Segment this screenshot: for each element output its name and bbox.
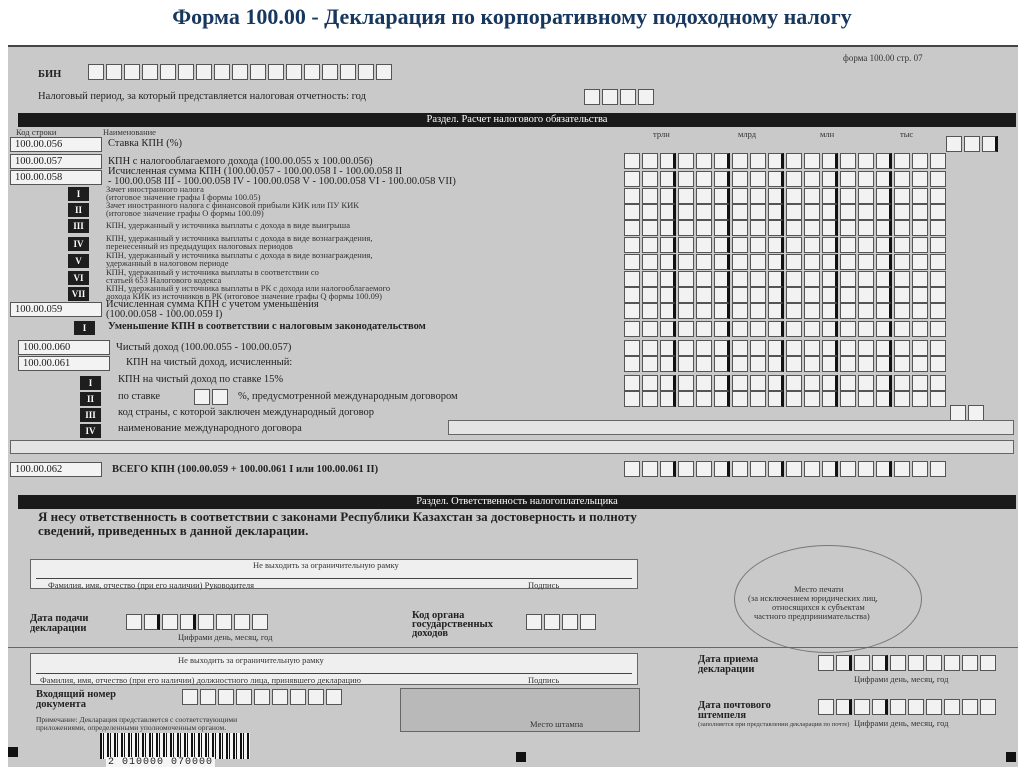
roman-058-iv: IV [68,237,89,251]
amount-cells-058-iv[interactable] [624,237,948,253]
postal-date-label-2: штемпеля [698,710,747,721]
tax-period-label: Налоговый период, за который представляется налоговая отчетность: год [38,91,366,102]
amount-cells-062[interactable] [624,461,948,477]
roman-058-vii: VII [68,287,89,301]
row-059-i-label: Уменьшение КПН в соответствии с налоговым законодательством [108,321,426,332]
treaty-rate-cells[interactable] [194,389,230,405]
receipt-date-label-1: Дата приема [698,654,759,665]
postal-date-cells[interactable] [818,699,998,715]
stamp-place-label: Место штампа [530,719,584,729]
amount-cells-058-vi[interactable] [624,271,948,287]
amount-cells-060[interactable] [624,340,948,356]
amount-cells-058-i[interactable] [624,188,948,204]
row-label-059-line2: (100.00.058 - 100.00.059 I) [106,309,223,320]
row-061-ii-label-pre: по ставке [118,391,160,402]
row-label-062: ВСЕГО КПН (100.00.059 + 100.00.061 I или 100.00.061 II) [112,464,379,475]
official-name-caption: Фамилия, имя, отчество (при его наличии) должностного лица, принявшего декларацию [40,675,362,685]
barcode-image [100,733,250,759]
roman-059-i: I [74,321,95,335]
official-signature-caption: Подпись [528,675,560,685]
form-sheet [8,45,1018,767]
amount-cells-061-i[interactable] [624,375,948,391]
amount-cells-057[interactable] [624,153,948,169]
stamp-text-3: относящихся к субъектам [772,602,865,612]
head-name-hint: Не выходить за ограничительную рамку [253,560,399,570]
row-058-i-line2: (итоговое значение графы I формы 100.05) [106,192,261,202]
stamp-text-1: Место печати [794,584,844,594]
receipt-date-caption: Цифрами день, месяц, год [854,674,949,684]
tax-rate-cells[interactable] [946,136,1000,152]
treaty-name-field-continuation[interactable] [10,440,1014,454]
bin-cells[interactable] [88,64,394,80]
head-signature-caption: Подпись [528,580,560,590]
roman-061-ii: II [80,392,101,406]
row-058-vi-line2: статьей 653 Налогового кодекса [106,275,222,285]
row-058-ii-line2: (итоговое значение графы O формы 100.09) [106,208,264,218]
row-058-ii-line1: Зачет иностранного налога с финансовой прибыли КИК или ПУ КИК [106,200,359,210]
stamp-place-box [400,688,640,732]
receipt-date-cells[interactable] [818,655,998,671]
row-code-062: 100.00.062 [10,462,102,477]
amount-cells-059-i[interactable] [624,321,948,337]
slide-title: Форма 100.00 - Декларация по корпоративному подоходному налогу [172,4,852,29]
head-name-caption: Фамилия, имя, отчество (при его наличии) Руководителя [48,580,255,590]
postal-date-note: (заполняется при представлении декларации по почте) [698,721,850,728]
stamp-text-2: (за исключением юридических лиц, [748,593,878,603]
registration-mark-bottom-right [1006,752,1016,762]
row-code-056: 100.00.056 [10,137,102,152]
amount-cells-061[interactable] [624,356,948,372]
unit-trillion: трлн [653,129,670,139]
row-code-060: 100.00.060 [18,340,110,355]
row-label-059-line1: Исчисленная сумма КПН с учетом уменьшения [106,299,319,310]
roman-061-i: I [80,376,101,390]
registration-mark-bottom-left [8,747,18,757]
row-058-vii-line2: дохода КИК из источников в РК (итоговое значение графы Q формы 100.09) [106,291,382,301]
row-code-059: 100.00.059 [10,302,102,317]
row-061-ii-label-post: %, предусмотренной международным договором [238,391,458,402]
org-code-cells[interactable] [526,614,598,630]
row-058-v-line2: удержанный в налоговом периоде [106,258,229,268]
roman-061-iii: III [80,408,101,422]
postal-date-label-1: Дата почтового [698,700,771,711]
responsibility-line2: сведений, приведенных в данной декларации. [38,523,309,538]
roman-058-vi: VI [68,271,89,285]
incoming-number-cells[interactable] [182,689,344,705]
row-058-v-line1: КПН, удержанный у источника выплаты с дохода в виде вознаграждения, [106,250,373,260]
unit-thousand: тыс [900,129,914,139]
roman-058-ii: II [68,203,89,217]
row-code-061: 100.00.061 [18,356,110,371]
section-responsibility-header: Раздел. Ответственность налогоплательщика [18,495,1016,509]
row-label-058-line2: - 100.00.058 III - 100.00.058 IV - 100.00.058 V - 100.00.058 VI - 100.00.058 VII) [108,176,456,187]
official-name-hint: Не выходить за ограничительную рамку [178,655,324,665]
treaty-name-field[interactable] [448,420,1014,435]
amount-cells-059[interactable] [624,303,948,319]
row-code-057: 100.00.057 [10,154,102,169]
barcode-number: 2 010000 070000 [108,757,214,767]
row-061-iii-label: код страны, с которой заключен международный договор [118,407,375,418]
note-line-1: Примечание: Декларация представляется с соответствующими [36,715,238,724]
receipt-date-label-2: декларации [698,664,755,675]
row-058-iv-line1: КПН, удержанный у источника выплаты с дохода в виде вознаграждения, [106,233,373,243]
submit-date-cells[interactable] [126,614,270,630]
roman-058-i: I [68,187,89,201]
roman-061-iv: IV [80,424,101,438]
incoming-number-label-1: Входящий номер [36,689,116,700]
country-code-cells[interactable] [950,405,986,421]
official-name-underline [36,673,632,674]
amount-cells-058-vii[interactable] [624,287,948,303]
note-line-2: приложениями, определенными уполномоченным органом. [36,723,227,732]
section-tax-calculation-header: Раздел. Расчет налогового обязательства [18,113,1016,127]
org-code-label-3: доходов [412,628,449,639]
amount-cells-058-v[interactable] [624,254,948,270]
amount-cells-058[interactable] [624,171,948,187]
amount-cells-058-iii[interactable] [624,220,948,236]
submit-date-label-1: Дата подачи [30,613,89,624]
row-label-056: Ставка КПН (%) [108,138,182,149]
tax-year-cells[interactable] [584,89,656,105]
stamp-text-4: частного предпринимательства) [754,611,870,621]
row-code-058: 100.00.058 [10,170,102,185]
col-code-header: Код строки [16,127,57,137]
unit-million: млн [820,129,835,139]
row-058-iii-line1: КПН, удержанный у источника выплаты с дохода в виде выигрыша [106,220,350,230]
org-code-label-2: государственных [412,619,493,630]
amount-cells-061-ii[interactable] [624,391,948,407]
row-label-058-line1: Исчисленная сумма КПН (100.00.057 - 100.00.058 I - 100.00.058 II [108,166,403,177]
col-name-header: Наименование [103,127,156,137]
head-name-underline [36,578,632,579]
org-code-label-1: Код органа [412,610,465,621]
row-058-iv-line2: перенесенный из предыдущих налоговых периодов [106,241,293,251]
bin-label: БИН [38,69,62,80]
postal-date-caption: Цифрами день, месяц, год [854,718,949,728]
footer-divider [8,647,1018,648]
roman-058-v: V [68,254,89,268]
row-058-i-line1: Зачет иностранного налога [106,184,204,194]
responsibility-line1: Я несу ответственность в соответствии с законами Республики Казахстан за достоверность и полноту [38,509,637,524]
row-058-vi-line1: КПН, удержанный у источника выплаты в соответствии со [106,267,319,277]
row-label-061: КПН на чистый доход, исчисленный: [126,357,293,368]
unit-billion: млрд [738,129,757,139]
row-061-iv-label: наименование международного договора [118,423,302,434]
registration-mark-bottom-center [516,752,526,762]
amount-cells-058-ii[interactable] [624,204,948,220]
form-reference: форма 100.00 стр. 07 [843,53,923,63]
submit-date-caption: Цифрами день, месяц, год [178,632,273,642]
row-061-i-label: КПН на чистый доход по ставке 15% [118,374,284,385]
roman-058-iii: III [68,219,89,233]
row-058-vii-line1: КПН, удержанный у источника выплаты в РК с дохода или налогооблагаемого [106,283,391,293]
row-label-057: КПН с налогооблагаемого дохода (100.00.055 х 100.00.056) [108,156,373,167]
submit-date-label-2: декларации [30,623,87,634]
row-label-060: Чистый доход (100.00.055 - 100.00.057) [116,342,292,353]
incoming-number-label-2: документа [36,699,86,710]
